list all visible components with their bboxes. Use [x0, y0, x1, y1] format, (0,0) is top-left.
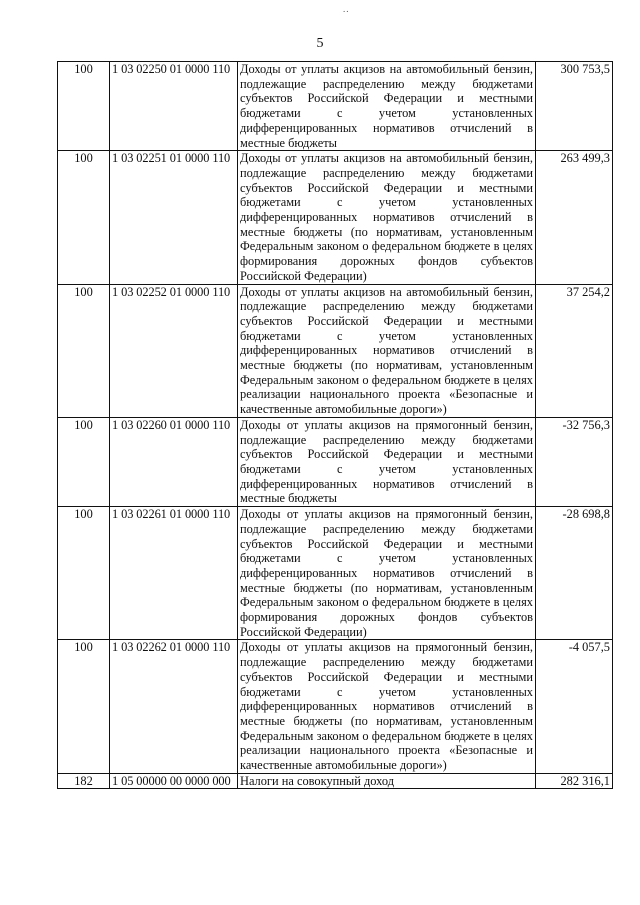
amount-cell: 37 254,2: [536, 284, 613, 417]
table-row: [58, 417, 613, 506]
admin-code-cell: 182: [58, 773, 110, 789]
table-row: [58, 62, 613, 151]
revenue-table: [57, 61, 613, 789]
revenue-name-cell: Доходы от уплаты акцизов на автомобильный бензин, подлежащие распределению между бюджетами субъектов Российской Федерации и местными бюджетами с учетом установленных дифференцированных нормативов отчислений в местные бюджеты (по нормативам, установленным Федеральным законом о федеральном бюджете в целях реализации национального проекта «Безопасные и качественные автомобильные дороги»): [238, 284, 536, 417]
amount-cell: 263 499,3: [536, 151, 613, 284]
amount-cell: -32 756,3: [536, 417, 613, 506]
revenue-name-cell: Доходы от уплаты акцизов на прямогонный бензин, подлежащие распределению между бюджетами субъектов Российской Федерации и местными бюджетами с учетом установленных дифференцированных нормативов отчислений в местные бюджеты (по нормативам, установленным Федеральным законом о федеральном бюджете в целях реализации национального проекта «Безопасные и качественные автомобильные дороги»): [238, 640, 536, 773]
admin-code-cell: 100: [58, 284, 110, 417]
revenue-name-cell: Доходы от уплаты акцизов на прямогонный бензин, подлежащие распределению между бюджетами субъектов Российской Федерации и местными бюджетами с учетом установленных дифференцированных нормативов отчислений в местные бюджеты: [238, 417, 536, 506]
table-row: [58, 151, 613, 284]
revenue-name-cell: Доходы от уплаты акцизов на прямогонный бензин, подлежащие распределению между бюджетами субъектов Российской Федерации и местными бюджетами с учетом установленных дифференцированных нормативов отчислений в местные бюджеты (по нормативам, установленным Федеральным законом о федеральном бюджете в целях формирования дорожных фондов субъектов Российской Федерации): [238, 507, 536, 640]
budget-code-cell: 1 03 02262 01 0000 110: [110, 640, 238, 773]
table-row: [58, 773, 613, 789]
budget-code-cell: 1 03 02252 01 0000 110: [110, 284, 238, 417]
amount-cell: -4 057,5: [536, 640, 613, 773]
page-number: 5: [316, 36, 324, 51]
admin-code-cell: 100: [58, 62, 110, 151]
admin-code-cell: 100: [58, 151, 110, 284]
table-row: [58, 640, 613, 773]
admin-code-cell: 100: [58, 507, 110, 640]
amount-cell: 300 753,5: [536, 62, 613, 151]
table-row: [58, 507, 613, 640]
amount-cell: 282 316,1: [536, 773, 613, 789]
revenue-name-cell: Доходы от уплаты акцизов на автомобильный бензин, подлежащие распределению между бюджетами субъектов Российской Федерации и местными бюджетами с учетом установленных дифференцированных нормативов отчислений в местные бюджеты (по нормативам, установленным Федеральным законом о федеральном бюджете в целях формирования дорожных фондов субъектов Российской Федерации): [238, 151, 536, 284]
scan-mark: ..: [343, 4, 350, 14]
amount-cell: -28 698,8: [536, 507, 613, 640]
budget-code-cell: 1 03 02261 01 0000 110: [110, 507, 238, 640]
budget-code-cell: 1 05 00000 00 0000 000: [110, 773, 238, 789]
admin-code-cell: 100: [58, 640, 110, 773]
budget-code-cell: 1 03 02260 01 0000 110: [110, 417, 238, 506]
admin-code-cell: 100: [58, 417, 110, 506]
revenue-name-cell: Налоги на совокупный доход: [238, 773, 536, 789]
budget-code-cell: 1 03 02250 01 0000 110: [110, 62, 238, 151]
table-row: [58, 284, 613, 417]
budget-code-cell: 1 03 02251 01 0000 110: [110, 151, 238, 284]
revenue-name-cell: Доходы от уплаты акцизов на автомобильный бензин, подлежащие распределению между бюджетами субъектов Российской Федерации и местными бюджетами с учетом установленных дифференцированных нормативов отчислений в местные бюджеты: [238, 62, 536, 151]
